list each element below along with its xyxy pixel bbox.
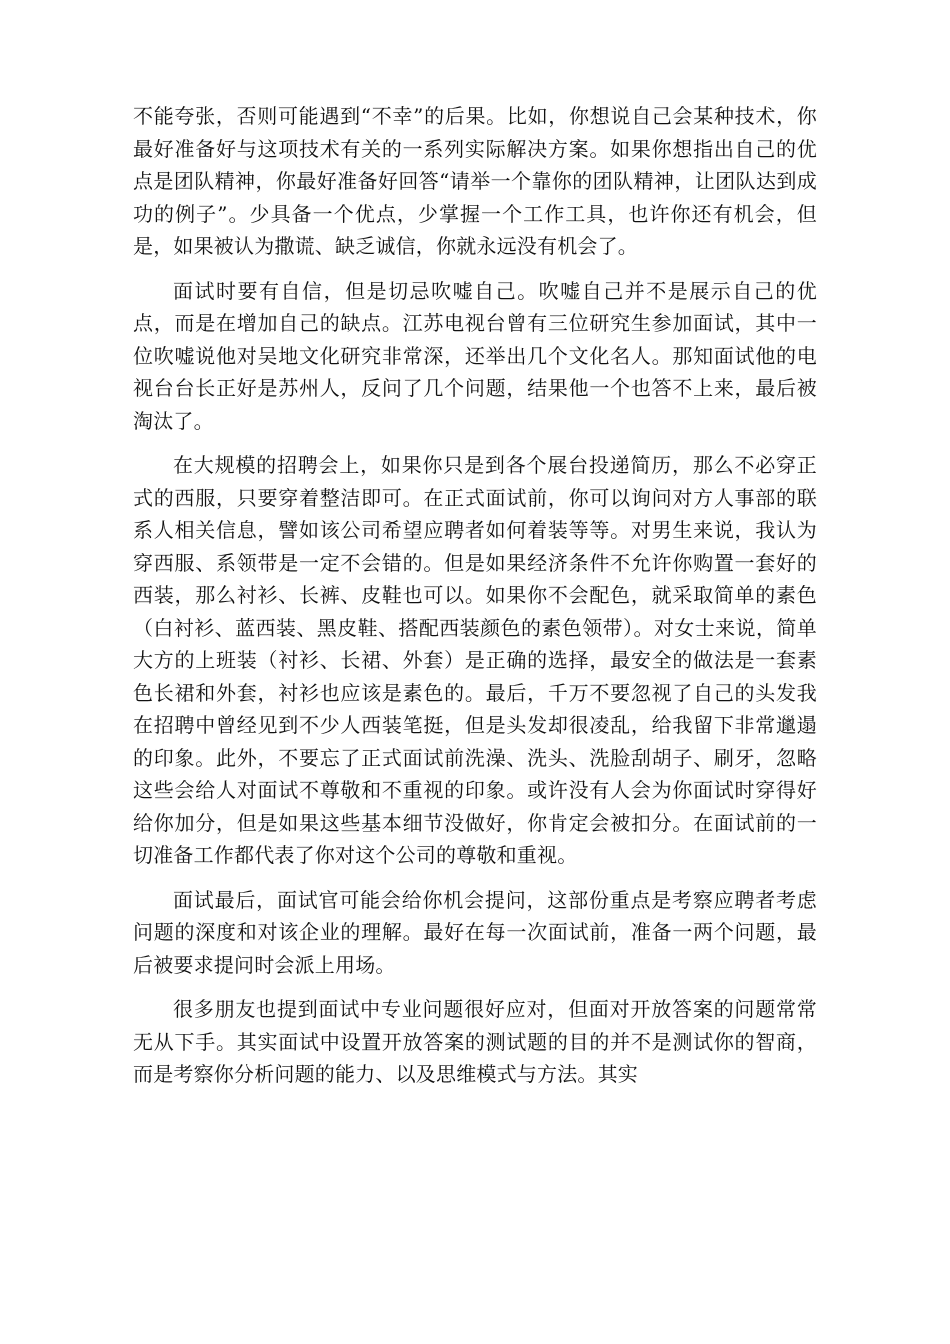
paragraph-confidence: 面试时要有自信，但是切忌吹嘘自己。吹嘘自己并不是展示自己的优点，而是在增加自己的缺点。江苏电视台曾有三位研究生参加面试，其中一位吹嘘说他对吴地文化研究非常深，还举出几个文化名人。那知面试他的电视台台长正好是苏州人，反问了几个问题，结果他一个也答不上来，最后被淘汰了。: [133, 278, 817, 433]
paragraph-dress-code: 在大规模的招聘会上，如果你只是到各个展台投递简历，那么不必穿正式的西服，只要穿着整洁即可。在正式面试前，你可以询问对方人事部的联系人相关信息，譬如该公司希望应聘者如何着装等等。对男生来说，我认为穿西服、系领带是一定不会错的。但是如果经济条件不允许你购置一套好的西装，那么衬衫、长裤、皮鞋也可以。如果你不会配色，就采取简单的素色（白衬衫、蓝西装、黑皮鞋、搭配西装颜色的素色领带）。对女士来说，简单大方的上班装（衬衫、长裙、外套）是正确的选择，最安全的做法是一套素色长裙和外套，衬衫也应该是素色的。最后，千万不要忽视了自己的头发我在招聘中曾经见到不少人西装笔挺，但是头发却很凌乱，给我留下非常邋遢的印象。此外，不要忘了正式面试前洗澡、洗头、洗脸刮胡子、刷牙，忽略这些会给人对面试不尊敬和不重视的印象。或许没有人会为你面试时穿得好给你加分，但是如果这些基本细节没做好，你肯定会被扣分。在面试前的一切准备工作都代表了你对这个公司的尊敬和重视。: [133, 453, 817, 867]
paragraph-open-questions: 很多朋友也提到面试中专业问题很好应对，但面对开放答案的问题常常无从下手。其实面试中设置开放答案的测试题的目的并不是测试你的智商，而是考察你分析问题的能力、以及思维模式与方法。其实: [133, 997, 817, 1086]
paragraph-asking-questions: 面试最后，面试官可能会给你机会提问，这部份重点是考察应聘者考虑问题的深度和对该企业的理解。最好在每一次面试前，准备一两个问题，最后被要求提问时会派上用场。: [133, 887, 817, 977]
paragraph-continued: 不能夸张，否则可能遇到“不幸”的后果。比如，你想说自己会某种技术，你最好准备好与这项技术有关的一系列实际解决方案。如果你想指出自己的优点是团队精神，你最好准备好回答“请举一个靠你的团队精神，让团队达到成功的例子”。少具备一个优点，少掌握一个工作工具，也许你还有机会，但是，如果被认为撒谎、缺乏诚信，你就永远没有机会了。: [133, 104, 817, 258]
document-body: [133, 100, 817, 1103]
